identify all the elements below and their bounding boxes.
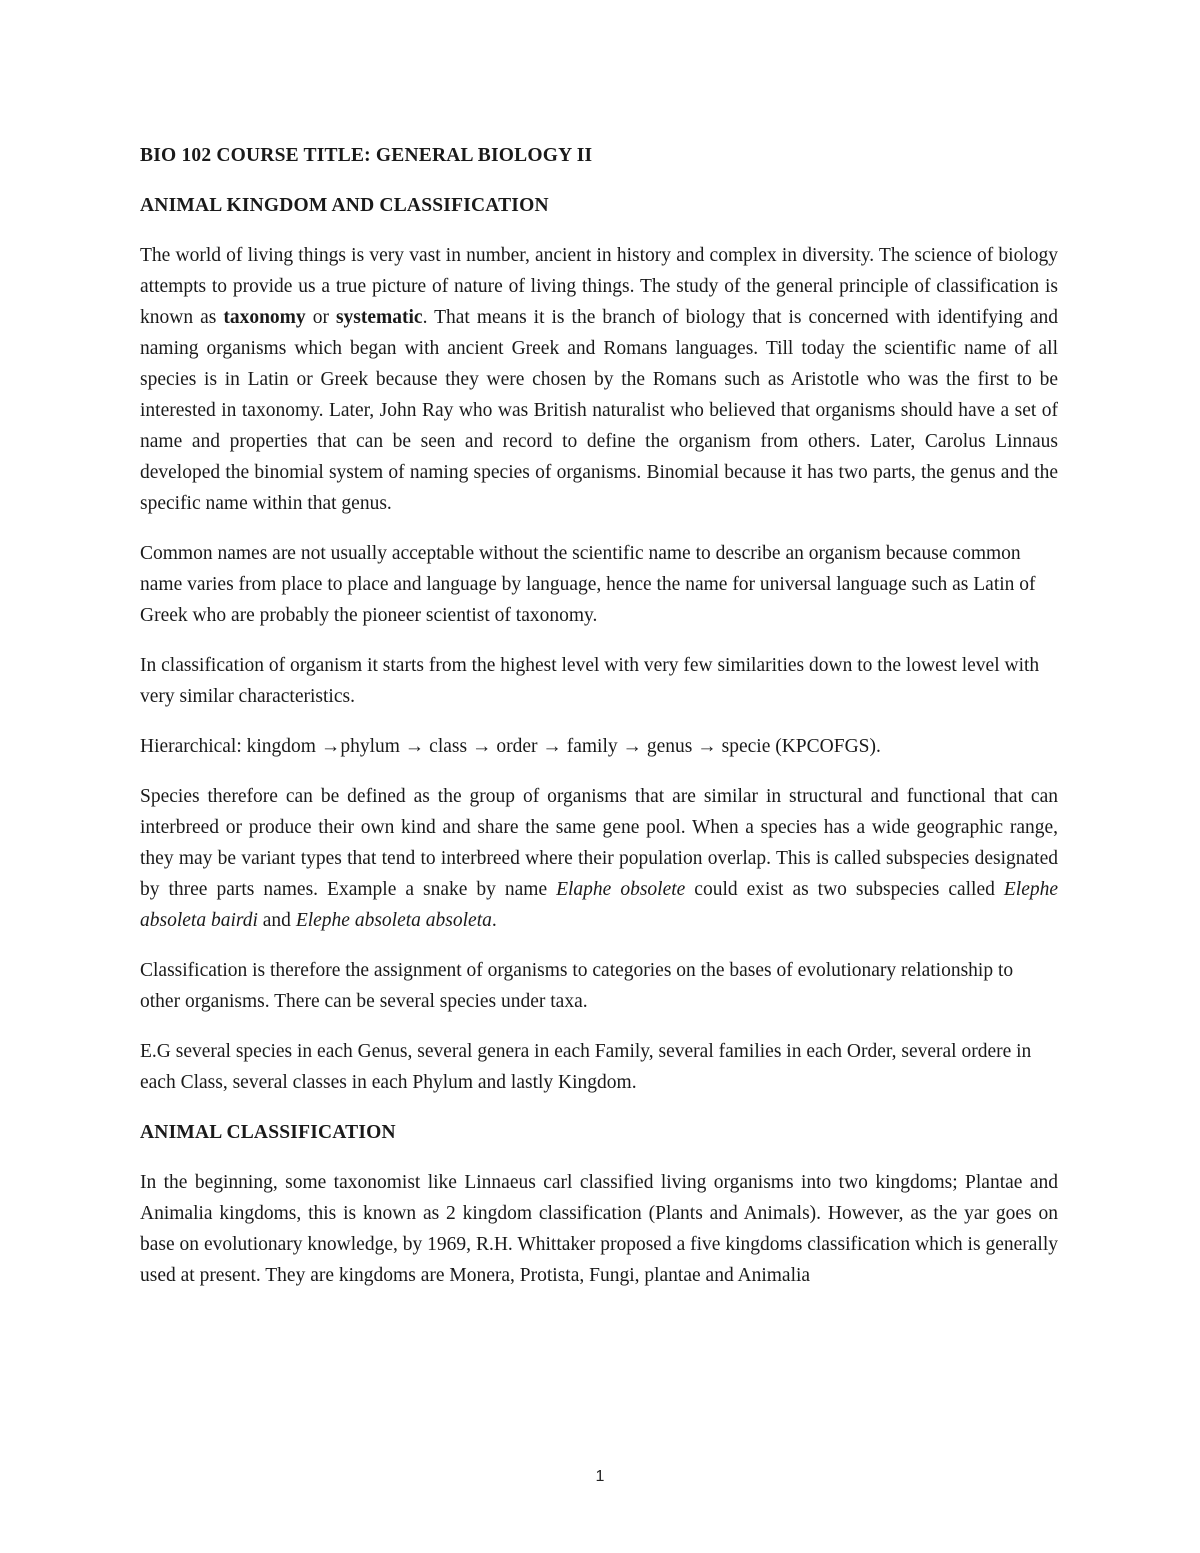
paragraph-example-taxa: E.G several species in each Genus, several genera in each Family, several families in each Order, several ordere in each Class, several classes in each Phylum and lastly Kingdom. (140, 1041, 1032, 1093)
paragraph-species-definition (140, 781, 1058, 936)
paragraph-text: and (257, 910, 296, 931)
paragraph-text: . That means it is the branch of biology that is concerned with identifying and naming organisms which began with ancient Greek and Romans languages. Till today the scientific name of all species is in Latin or Greek because they were chosen by the Romans such as Aristotle who was the first to be interested in taxonomy. Later, John Ray who was British naturalist who believed that organisms should have a set of name and properties that can be seen and record to define the organism from others. Later, Carolus Linnaus developed the binomial system of naming species of organisms. Binomial because it has two parts, the genus and the specific name within that genus. (140, 307, 1059, 514)
page-number: 1 (595, 1468, 605, 1485)
paragraph-text: could exist as two subspecies called (685, 879, 1004, 900)
document-page (140, 140, 1058, 1310)
term-systematic: systematic (335, 307, 423, 328)
paragraph-common-names: Common names are not usually acceptable without the scientific name to describe an organism because common name varies from place to place and language by language, hence the name for universal language such as Latin of Greek who are probably the pioneer scientist of taxonomy. (140, 543, 1036, 626)
paragraph-kingdoms: In the beginning, some taxonomist like Linnaeus carl classified living organisms into two kingdoms; Plantae and Animalia kingdoms, this is known as 2 kingdom classification (Plants and Animals). However, as the yar goes on base on evolutionary knowledge, by 1969, R.H. Whittaker proposed a five kingdoms classification which is generally used at present. They are kingdoms are Monera, Protista, Fungi, plantae and Animalia (140, 1172, 1058, 1286)
course-title-heading: BIO 102 COURSE TITLE: GENERAL BIOLOGY II (140, 145, 593, 166)
subspecies-name: Elephe absoleta absoleta (295, 910, 492, 931)
paragraph-text: . (491, 910, 497, 931)
paragraph-taxonomy-intro (140, 240, 1058, 519)
term-taxonomy: taxonomy (223, 307, 306, 328)
paragraph-text: The world of living things is very vast in number, ancient in history and complex in diversity. The science of biology attempts to provide us a true picture of nature of living things. The study of the general principle of classification is known as (140, 245, 1058, 328)
section-heading-animal-kingdom: ANIMAL KINGDOM AND CLASSIFICATION (140, 195, 549, 216)
paragraph-classification-levels: In classification of organism it starts from the highest level with very few similarities down to the lowest level with very similar characteristics. (140, 655, 1040, 707)
section-heading-animal-classification: ANIMAL CLASSIFICATION (140, 1122, 396, 1143)
paragraph-text: Species therefore can be defined as the group of organisms that are similar in structural and functional that can interbreed or produce their own kind and share the same gene pool. When a species has a wide geographic range, they may be variant types that tend to interbreed where their population overlap. This is called subspecies designated by three parts names. Example a snake by name (140, 786, 1058, 900)
paragraph-hierarchy: Hierarchical: kingdom →phylum → class → order → family → genus → specie (KPCOFGS). (140, 736, 881, 757)
species-name: Elaphe obsolete (556, 879, 686, 900)
paragraph-classification-definition: Classification is therefore the assignment of organisms to categories on the bases of evolutionary relationship to other organisms. There can be several species under taxa. (140, 960, 1014, 1012)
subspecies-name: Elephe absoleta bairdi (140, 879, 1058, 931)
paragraph-text: or (305, 307, 336, 328)
